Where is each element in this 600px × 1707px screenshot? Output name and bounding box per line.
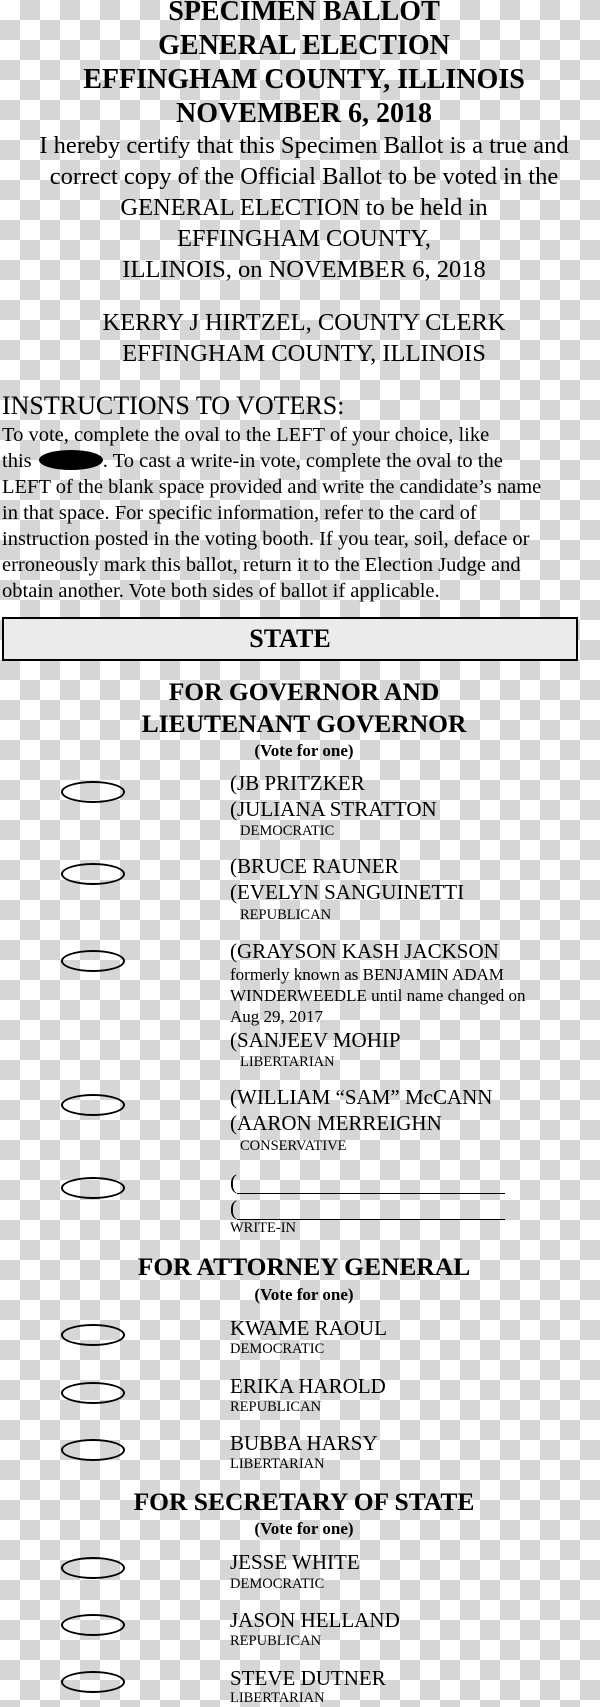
candidate-stratton: (JULIANA STRATTON (230, 797, 437, 821)
candidate-merreighn: (AARON MERREIGHN (230, 1111, 442, 1135)
vote-oval-rauner[interactable] (61, 863, 125, 885)
vote-oval-white[interactable] (61, 1557, 125, 1579)
certification-line-1: I hereby certify that this Specimen Ballot is a true and (39, 132, 569, 159)
candidate-rauner: (BRUCE RAUNER (230, 854, 399, 878)
race-title-secretary-of-state: FOR SECRETARY OF STATE (133, 1487, 475, 1516)
candidate-white: JESSE WHITE (230, 1550, 360, 1574)
vote-oval-writein-governor[interactable] (61, 1177, 125, 1199)
party-democratic-gov: DEMOCRATIC (240, 823, 335, 839)
candidate-mohip: (SANJEEV MOHIP (230, 1028, 401, 1052)
candidate-harold: ERIKA HAROLD (230, 1374, 386, 1398)
attorney-general-vote-for: (Vote for one) (254, 1285, 354, 1304)
writein-governor-blank (237, 1175, 505, 1194)
vote-oval-dutner[interactable] (61, 1671, 125, 1693)
instructions-line-2a: this (2, 450, 32, 472)
party-republican-gov: REPUBLICAN (240, 907, 332, 923)
race-title-governor-1: FOR GOVERNOR AND (168, 677, 440, 706)
certification-line-5: ILLINOIS, on NOVEMBER 6, 2018 (122, 256, 486, 283)
party-republican-sos: REPUBLICAN (230, 1633, 322, 1649)
party-libertarian-ag: LIBERTARIAN (230, 1456, 325, 1472)
governor-vote-for: (Vote for one) (254, 741, 354, 760)
filled-oval-example-icon (39, 450, 103, 470)
county-name: EFFINGHAM COUNTY, ILLINOIS (83, 64, 525, 95)
candidate-jackson-note-2: WINDERWEEDLE until name changed on (230, 986, 526, 1005)
candidate-jackson-note-3: Aug 29, 2017 (230, 1007, 324, 1026)
instructions-line-5: instruction posted in the voting booth. If you tear, soil, deface or (2, 528, 530, 550)
party-democratic-sos: DEMOCRATIC (230, 1576, 325, 1592)
section-header-state: STATE (2, 617, 578, 661)
candidate-harsy: BUBBA HARSY (230, 1431, 378, 1455)
instructions-line-2 (2, 448, 600, 475)
vote-oval-harsy[interactable] (61, 1439, 125, 1461)
secretary-of-state-vote-for: (Vote for one) (254, 1519, 354, 1538)
candidate-jackson: (GRAYSON KASH JACKSON (230, 939, 499, 963)
instructions-line-6: erroneously mark this ballot, return it to the Election Judge and (2, 554, 521, 576)
candidate-pritzker: (JB PRITZKER (230, 771, 365, 795)
party-conservative-gov: CONSERVATIVE (240, 1138, 347, 1154)
clerk-name: KERRY J HIRTZEL, COUNTY CLERK (102, 309, 506, 336)
race-title-attorney-general: FOR ATTORNEY GENERAL (137, 1252, 471, 1281)
candidate-dutner: STEVE DUTNER (230, 1666, 386, 1690)
instructions-line-2b: . To cast a write-in vote, complete the oval to the (102, 450, 503, 472)
instructions-line-7: obtain another. Vote both sides of ballot if applicable. (2, 580, 440, 602)
instructions-line-1: To vote, complete the oval to the LEFT of your choice, like (2, 424, 490, 446)
vote-oval-harold[interactable] (61, 1382, 125, 1404)
clerk-county: EFFINGHAM COUNTY, ILLINOIS (122, 340, 486, 367)
instructions-line-4: in that space. For specific information, refer to the card of (2, 502, 477, 524)
ballot-title: SPECIMEN BALLOT (168, 0, 440, 27)
party-republican-ag: REPUBLICAN (230, 1399, 322, 1415)
vote-oval-raoul[interactable] (61, 1324, 125, 1346)
writein-lt-governor-paren: ( (230, 1196, 237, 1220)
vote-oval-mccann[interactable] (61, 1094, 125, 1116)
vote-oval-pritzker[interactable] (61, 781, 125, 803)
election-name: GENERAL ELECTION (158, 30, 450, 61)
writein-lt-governor-line[interactable] (230, 1196, 510, 1220)
election-date: NOVEMBER 6, 2018 (176, 98, 432, 129)
writein-governor-paren: ( (230, 1170, 237, 1194)
party-democratic-ag: DEMOCRATIC (230, 1341, 325, 1357)
certification-line-4: EFFINGHAM COUNTY, (176, 225, 432, 252)
writein-governor-line[interactable] (230, 1170, 510, 1194)
race-title-governor-2: LIEUTENANT GOVERNOR (141, 709, 467, 738)
writein-lt-governor-blank (237, 1201, 505, 1220)
instructions-heading: INSTRUCTIONS TO VOTERS: (2, 391, 345, 420)
instructions-line-3: LEFT of the blank space provided and write the candidate’s name (2, 476, 542, 498)
candidate-mccann: (WILLIAM “SAM” McCANN (230, 1085, 493, 1109)
candidate-sanguinetti: (EVELYN SANGUINETTI (230, 880, 465, 904)
vote-oval-jackson[interactable] (61, 950, 125, 972)
writein-governor-label: WRITE-IN (230, 1220, 297, 1236)
candidate-jackson-note-1: formerly known as BENJAMIN ADAM (230, 965, 504, 984)
candidate-raoul: KWAME RAOUL (230, 1316, 387, 1340)
party-libertarian-sos: LIBERTARIAN (230, 1690, 325, 1706)
certification-line-3: GENERAL ELECTION to be held in (120, 194, 488, 221)
party-libertarian-gov: LIBERTARIAN (240, 1054, 335, 1070)
certification-line-2: correct copy of the Official Ballot to be voted in the (49, 163, 559, 190)
candidate-helland: JASON HELLAND (230, 1608, 400, 1632)
vote-oval-helland[interactable] (61, 1614, 125, 1636)
